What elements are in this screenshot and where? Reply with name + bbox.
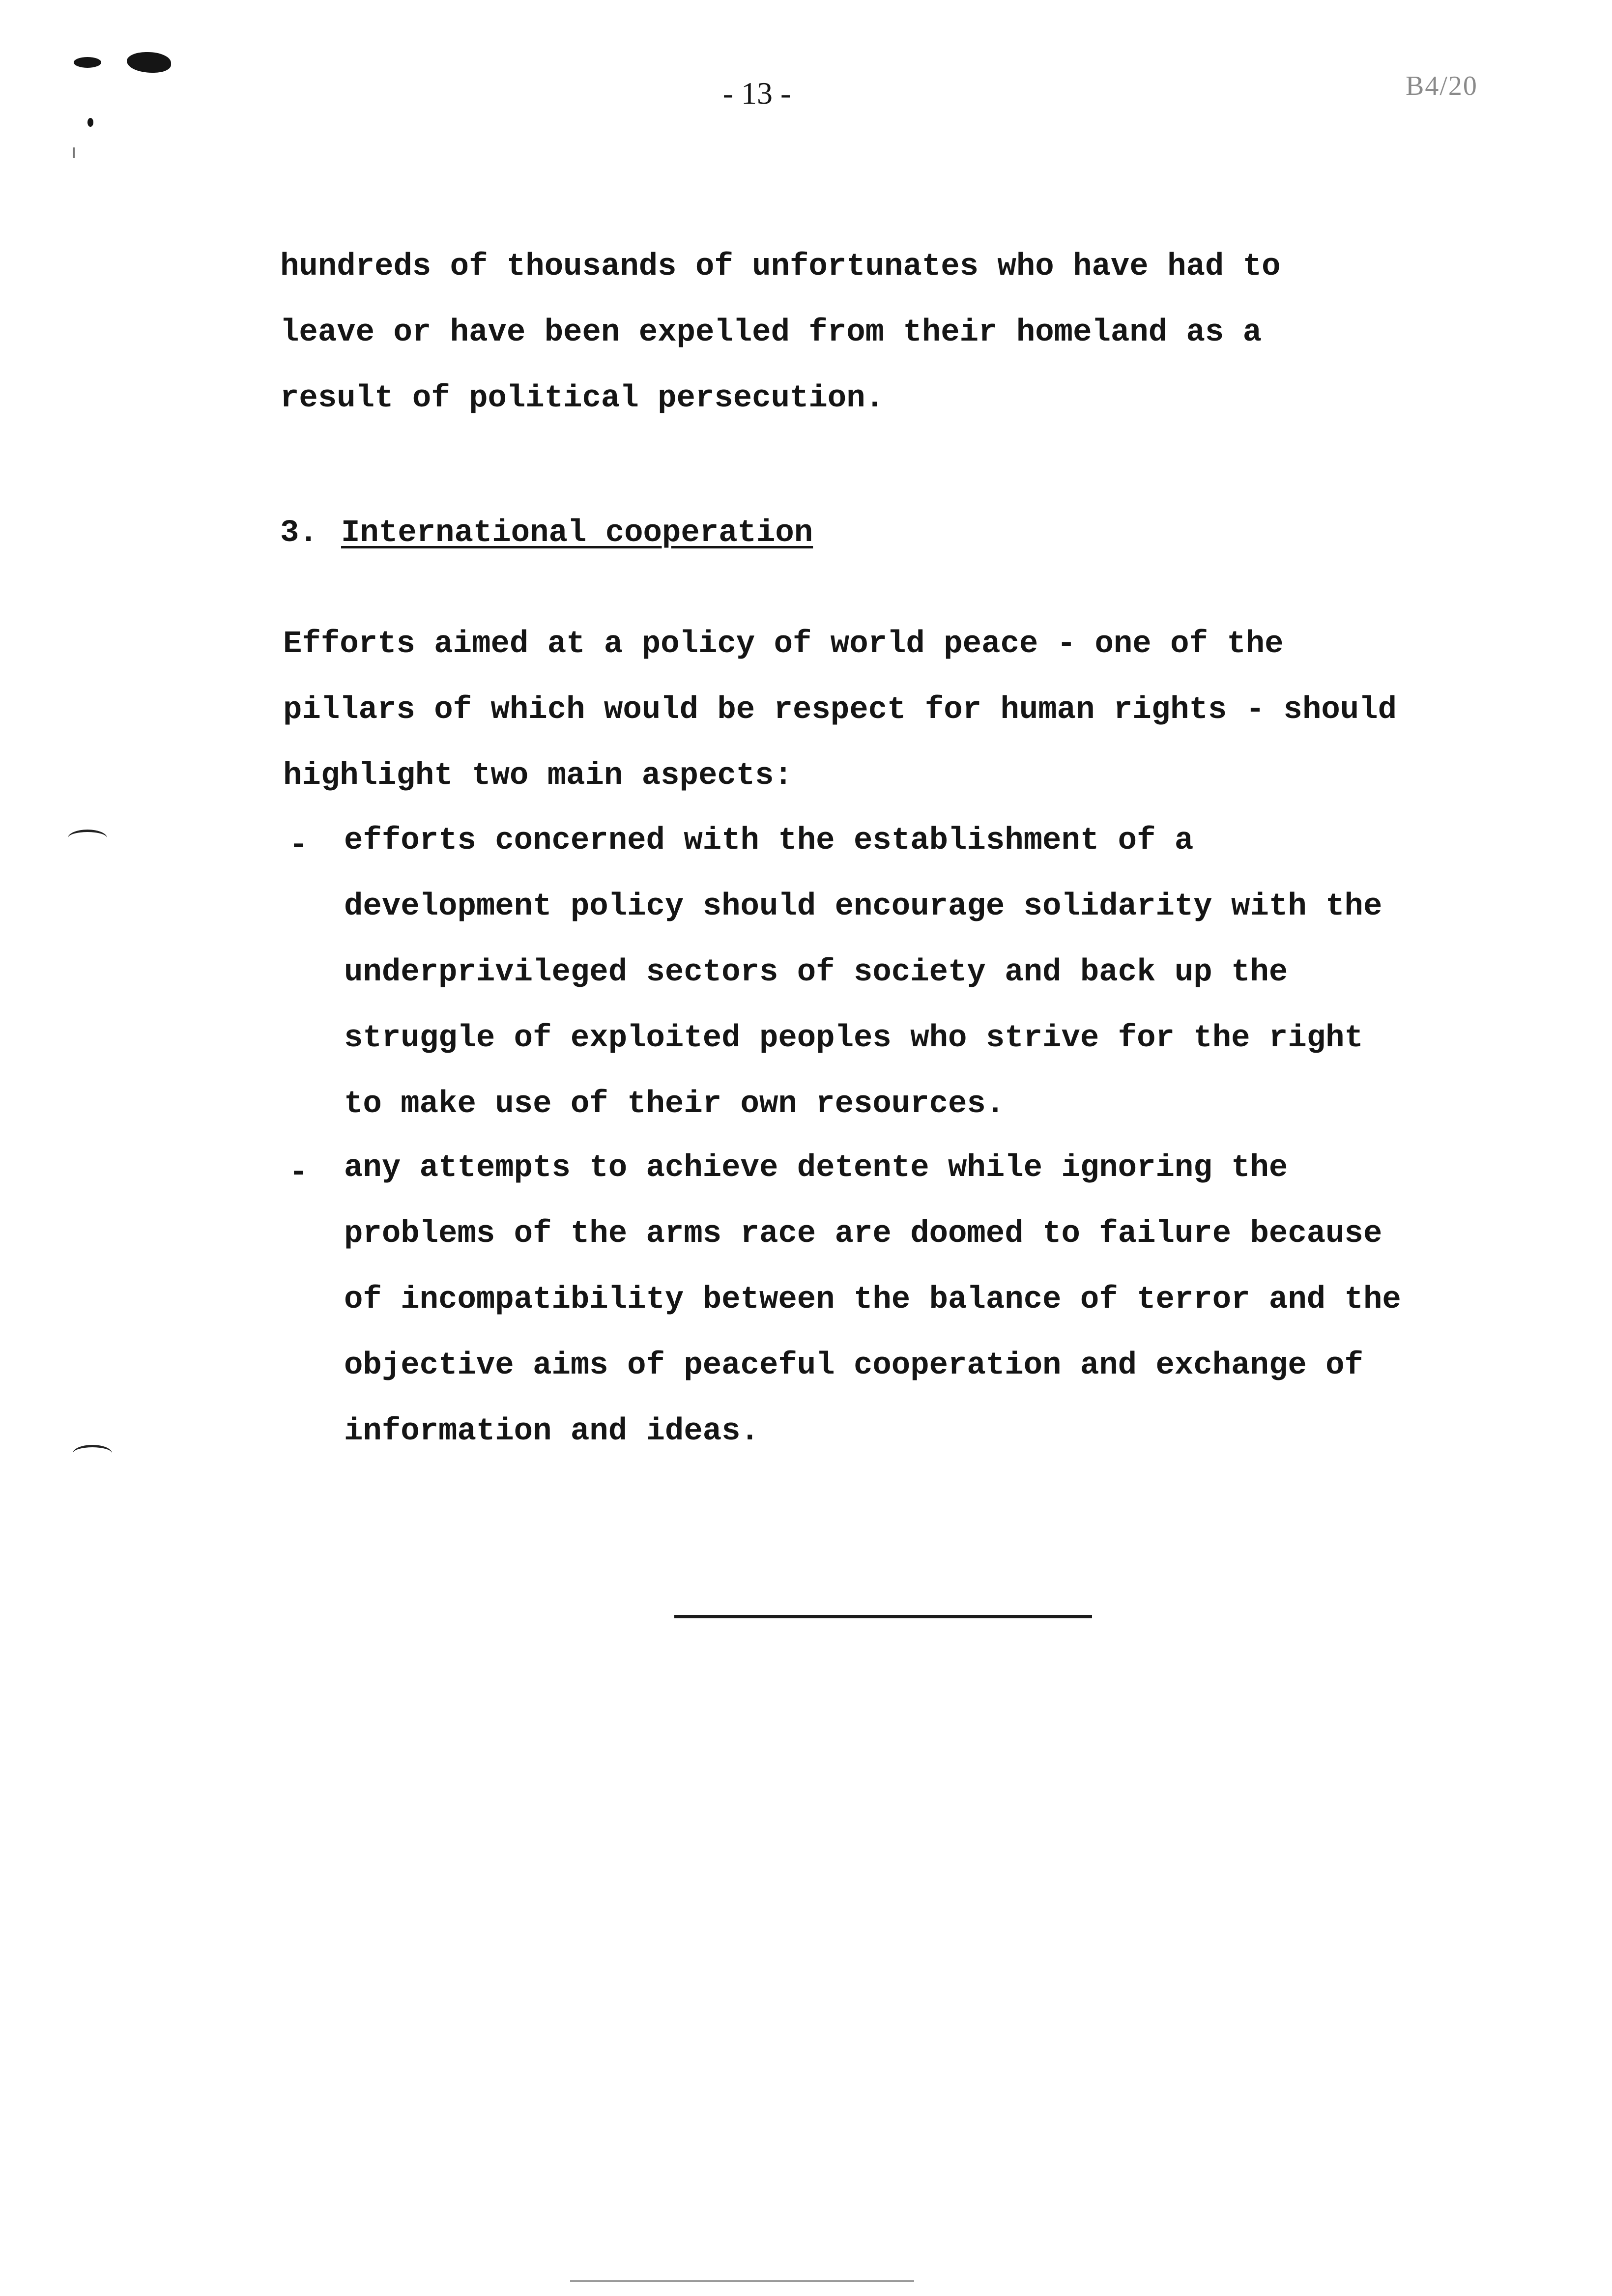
- bullet-dash: -: [289, 1155, 308, 1191]
- bullet-text-line: any attempts to achieve detente while ignoring the: [344, 1150, 1288, 1186]
- ink-tick-mark: [73, 147, 75, 158]
- text-line: result of political persecution.: [280, 381, 884, 416]
- binding-hole-mark: [73, 1445, 112, 1462]
- bullet-text-line: efforts concerned with the establishment of a: [344, 823, 1194, 859]
- text-line: highlight two main aspects:: [283, 758, 793, 794]
- text-line: Efforts aimed at a policy of world peace - one of the: [283, 627, 1284, 662]
- bullet-text-line: struggle of exploited peoples who strive for the right: [344, 1021, 1363, 1056]
- bullet-text-line: objective aims of peaceful cooperation and exchange of: [344, 1348, 1363, 1383]
- binding-hole-mark: [68, 830, 107, 847]
- reference-number: B4/20: [1406, 71, 1478, 101]
- bullet-text-line: information and ideas.: [344, 1414, 759, 1449]
- text-line: hundreds of thousands of unfortunates who have had to: [280, 249, 1281, 285]
- bullet-text-line: problems of the arms race are doomed to failure because: [344, 1216, 1382, 1252]
- section-end-rule: [674, 1615, 1092, 1618]
- page-number: - 13 -: [722, 76, 791, 111]
- ink-blot-mark: [127, 52, 171, 73]
- section-title: International cooperation: [341, 516, 813, 551]
- bullet-text-line: development policy should encourage solidarity with the: [344, 889, 1382, 924]
- bullet-dash: -: [289, 828, 308, 863]
- bullet-text-line: of incompatibility between the balance of terror and the: [344, 1282, 1401, 1318]
- bullet-text-line: underprivileged sectors of society and back up the: [344, 955, 1288, 990]
- section-number: 3.: [280, 516, 318, 551]
- bullet-text-line: to make use of their own resources.: [344, 1087, 1005, 1122]
- text-line: leave or have been expelled from their homeland as a: [280, 315, 1262, 350]
- text-line: pillars of which would be respect for human rights - should: [283, 692, 1397, 728]
- bottom-edge-rule: [570, 2280, 914, 2282]
- ink-dot-mark: [87, 118, 93, 127]
- ink-blot-mark: [74, 57, 101, 68]
